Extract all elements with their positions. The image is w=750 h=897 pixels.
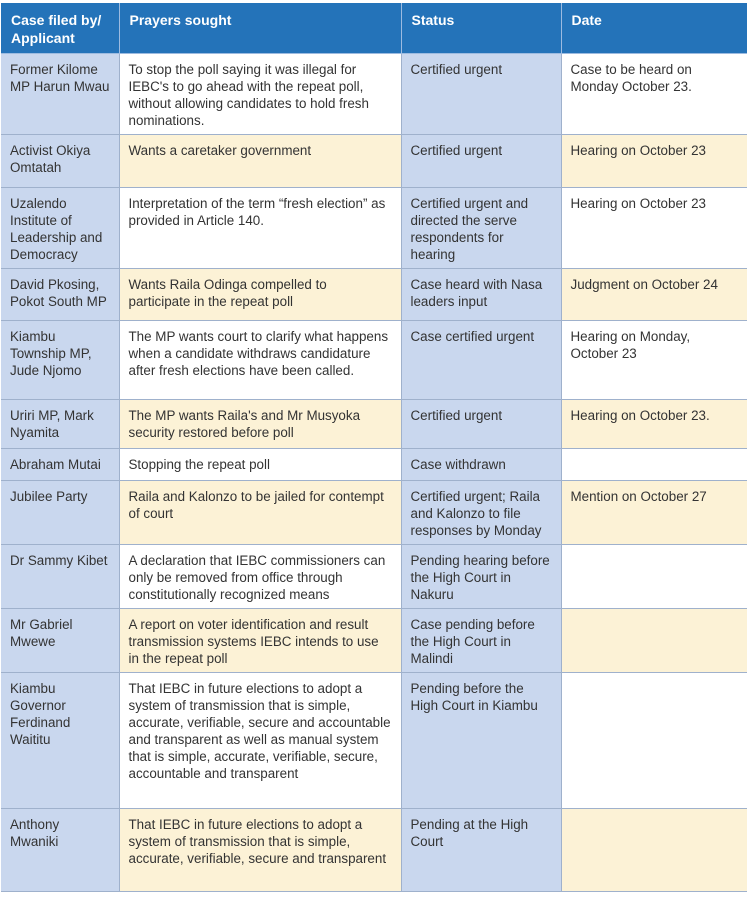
cell-prayers: Wants a caretaker government — [119, 135, 401, 188]
cell-applicant: Dr Sammy Kibet — [1, 545, 119, 609]
cell-status: Certified urgent and directed the serve respondents for hearing — [401, 188, 561, 269]
cell-prayers: Wants Raila Odinga compelled to participate in the repeat poll — [119, 269, 401, 321]
cell-date: Case to be heard on Monday October 23. — [561, 54, 747, 135]
cell-prayers: To stop the poll saying it was illegal for IEBC's to go ahead with the repeat poll, without allowing candidates to hold fresh nominations. — [119, 54, 401, 135]
cell-date — [561, 545, 747, 609]
table-row — [1, 481, 747, 545]
cell-status: Certified urgent — [401, 54, 561, 135]
court-cases-table — [1, 3, 747, 892]
cell-status: Case heard with Nasa leaders input — [401, 269, 561, 321]
cell-applicant: Abraham Mutai — [1, 449, 119, 481]
table-row — [1, 321, 747, 400]
cell-prayers: The MP wants Raila's and Mr Musyoka security restored before poll — [119, 400, 401, 449]
cell-date: Mention on October 27 — [561, 481, 747, 545]
cell-applicant: Former Kilome MP Harun Mwau — [1, 54, 119, 135]
table-row — [1, 400, 747, 449]
table-row — [1, 449, 747, 481]
table-row — [1, 54, 747, 135]
cell-prayers: A report on voter identification and result transmission systems IEBC intends to use in the repeat poll — [119, 609, 401, 673]
table-row — [1, 135, 747, 188]
cell-prayers: Raila and Kalonzo to be jailed for contempt of court — [119, 481, 401, 545]
table-row — [1, 269, 747, 321]
cell-date — [561, 809, 747, 892]
header-row — [1, 3, 747, 54]
cell-status: Pending before the High Court in Kiambu — [401, 673, 561, 809]
cell-prayers: That IEBC in future elections to adopt a system of transmission that is simple, accurate, verifiable, secure and accountable and transparent as well as manual system that is simple, accurate, verifiable, secure, accountable and transparent — [119, 673, 401, 809]
cell-status: Pending hearing before the High Court in Nakuru — [401, 545, 561, 609]
cell-applicant: Uriri MP, Mark Nyamita — [1, 400, 119, 449]
cell-date — [561, 449, 747, 481]
cell-status: Case withdrawn — [401, 449, 561, 481]
header-prayers: Prayers sought — [119, 3, 401, 54]
cell-date — [561, 609, 747, 673]
table-row — [1, 673, 747, 809]
cell-applicant: Kiambu Governor Ferdinand Waititu — [1, 673, 119, 809]
cell-prayers: Stopping the repeat poll — [119, 449, 401, 481]
cell-applicant: Activist Okiya Omtatah — [1, 135, 119, 188]
header-date: Date — [561, 3, 747, 54]
table-row — [1, 809, 747, 892]
header-applicant: Case filed by/ Applicant — [1, 3, 119, 54]
cell-date: Hearing on October 23 — [561, 135, 747, 188]
cell-prayers: That IEBC in future elections to adopt a system of transmission that is simple, accurate, verifiable, secure and transparent — [119, 809, 401, 892]
table-row — [1, 188, 747, 269]
header-status: Status — [401, 3, 561, 54]
cell-date: Judgment on October 24 — [561, 269, 747, 321]
table-row — [1, 609, 747, 673]
court-cases-table-container — [1, 3, 749, 891]
cell-status: Case certified urgent — [401, 321, 561, 400]
cell-status: Pending at the High Court — [401, 809, 561, 892]
cell-date — [561, 673, 747, 809]
cell-status: Certified urgent; Raila and Kalonzo to file responses by Monday — [401, 481, 561, 545]
cell-applicant: Mr Gabriel Mwewe — [1, 609, 119, 673]
cell-status: Case pending before the High Court in Malindi — [401, 609, 561, 673]
cell-status: Certified urgent — [401, 400, 561, 449]
cell-prayers: The MP wants court to clarify what happens when a candidate withdraws candidature after fresh elections have been called. — [119, 321, 401, 400]
cell-applicant: Jubilee Party — [1, 481, 119, 545]
cell-date: Hearing on October 23. — [561, 400, 747, 449]
cell-date: Hearing on October 23 — [561, 188, 747, 269]
cell-applicant: Uzalendo Institute of Leadership and Democracy — [1, 188, 119, 269]
cell-prayers: Interpretation of the term “fresh election” as provided in Article 140. — [119, 188, 401, 269]
cell-applicant: Kiambu Township MP, Jude Njomo — [1, 321, 119, 400]
cell-date: Hearing on Monday, October 23 — [561, 321, 747, 400]
cell-prayers: A declaration that IEBC commissioners can only be removed from office through constitutionally recognized means — [119, 545, 401, 609]
cell-applicant: David Pkosing, Pokot South MP — [1, 269, 119, 321]
cell-status: Certified urgent — [401, 135, 561, 188]
table-row — [1, 545, 747, 609]
cell-applicant: Anthony Mwaniki — [1, 809, 119, 892]
